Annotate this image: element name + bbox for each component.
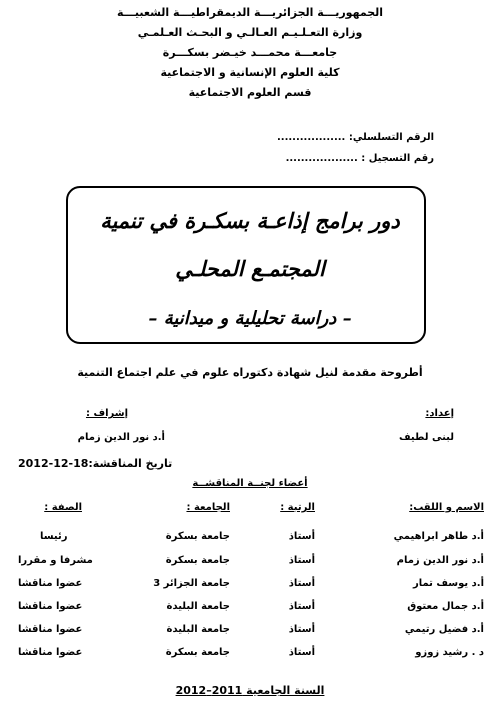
thesis-title-line1: دور برامج إذاعـة بسكـرة في تنمية bbox=[100, 208, 400, 233]
member-rank: أستاذ bbox=[288, 555, 315, 566]
committee-header-quality: الصفة : bbox=[44, 502, 82, 513]
member-university: جامعة بسكرة bbox=[165, 555, 230, 566]
member-university: جامعة بسكرة bbox=[165, 647, 230, 658]
member-university: جامعة البليدة bbox=[166, 601, 230, 612]
member-quality: عضوا مناقشا bbox=[18, 601, 83, 612]
ministry-name: وزارة التعـلـيـم العـالـي و البحـث العـلمـي bbox=[137, 26, 363, 39]
member-quality: رئيسا bbox=[40, 531, 68, 542]
member-rank: أستاذ bbox=[288, 624, 315, 635]
member-quality: عضوا مناقشا bbox=[18, 578, 83, 589]
academic-year: السنة الجامعية 2011–2012 bbox=[175, 684, 325, 697]
member-rank: أستاذ bbox=[288, 601, 315, 612]
thesis-subtitle: أطروحة مقدمة لنيل شهادة دكتوراه علوم في علم اجتماع التنمية bbox=[77, 366, 423, 379]
member-name: أ.د طاهر ابراهيمي bbox=[393, 531, 484, 542]
member-quality: عضوا مناقشا bbox=[18, 647, 83, 658]
university-name: جامعـــة محمـــد خيـضر بسكـــرة bbox=[162, 46, 338, 59]
registration-number-field: رقم التسجيل : ................... bbox=[285, 153, 434, 164]
member-rank: أستاذ bbox=[288, 531, 315, 542]
thesis-title-line3: – دراسة تحليلية و ميدانية – bbox=[148, 308, 352, 329]
prepared-by-label: إعداد: bbox=[425, 408, 454, 419]
committee-header-rank: الرتبة : bbox=[280, 502, 315, 513]
discussion-date: تاريخ المناقشة:18-12-2012 bbox=[18, 457, 173, 470]
republic-name: الجمهوريـــة الجزائريـــة الديمقراطيـــة الشعبيـــة bbox=[116, 6, 384, 19]
member-name: أ.د جمال معتوق bbox=[407, 601, 484, 612]
member-quality: مشرفا و مقررا bbox=[18, 555, 93, 566]
department-name: قسم العلوم الاجتماعية bbox=[188, 86, 312, 99]
member-rank: أستاذ bbox=[288, 647, 315, 658]
author-name: لبنى لطيف bbox=[398, 432, 454, 443]
member-name: أ.د يوسف تمار bbox=[412, 578, 484, 589]
member-university: جامعة البليدة bbox=[166, 624, 230, 635]
faculty-name: كلية العلوم الإنسانية و الاجتماعية bbox=[160, 66, 340, 79]
member-quality: عضوا مناقشا bbox=[18, 624, 83, 635]
member-rank: أستاذ bbox=[288, 578, 315, 589]
member-name: أ.د فضيل رتيمي bbox=[404, 624, 484, 635]
member-name: د . رشيد زوزو bbox=[415, 647, 484, 658]
committee-header-name: الاسم و اللقب: bbox=[409, 502, 484, 513]
supervisor-name: أ.د نور الدين زمام bbox=[77, 432, 165, 443]
member-university: جامعة بسكرة bbox=[165, 531, 230, 542]
committee-header-university: الجامعة : bbox=[186, 502, 230, 513]
member-university: جامعة الجزائر 3 bbox=[153, 578, 230, 589]
supervision-label: إشراف : bbox=[85, 408, 128, 419]
committee-title: أعضاء لجنــة المناقشــة bbox=[192, 478, 308, 489]
serial-number-field: الرقم التسلسلي: .................. bbox=[276, 132, 434, 143]
member-name: أ.د نور الدين زمام bbox=[396, 555, 484, 566]
thesis-title-line2: المجتمـع المحلـي bbox=[175, 256, 325, 281]
